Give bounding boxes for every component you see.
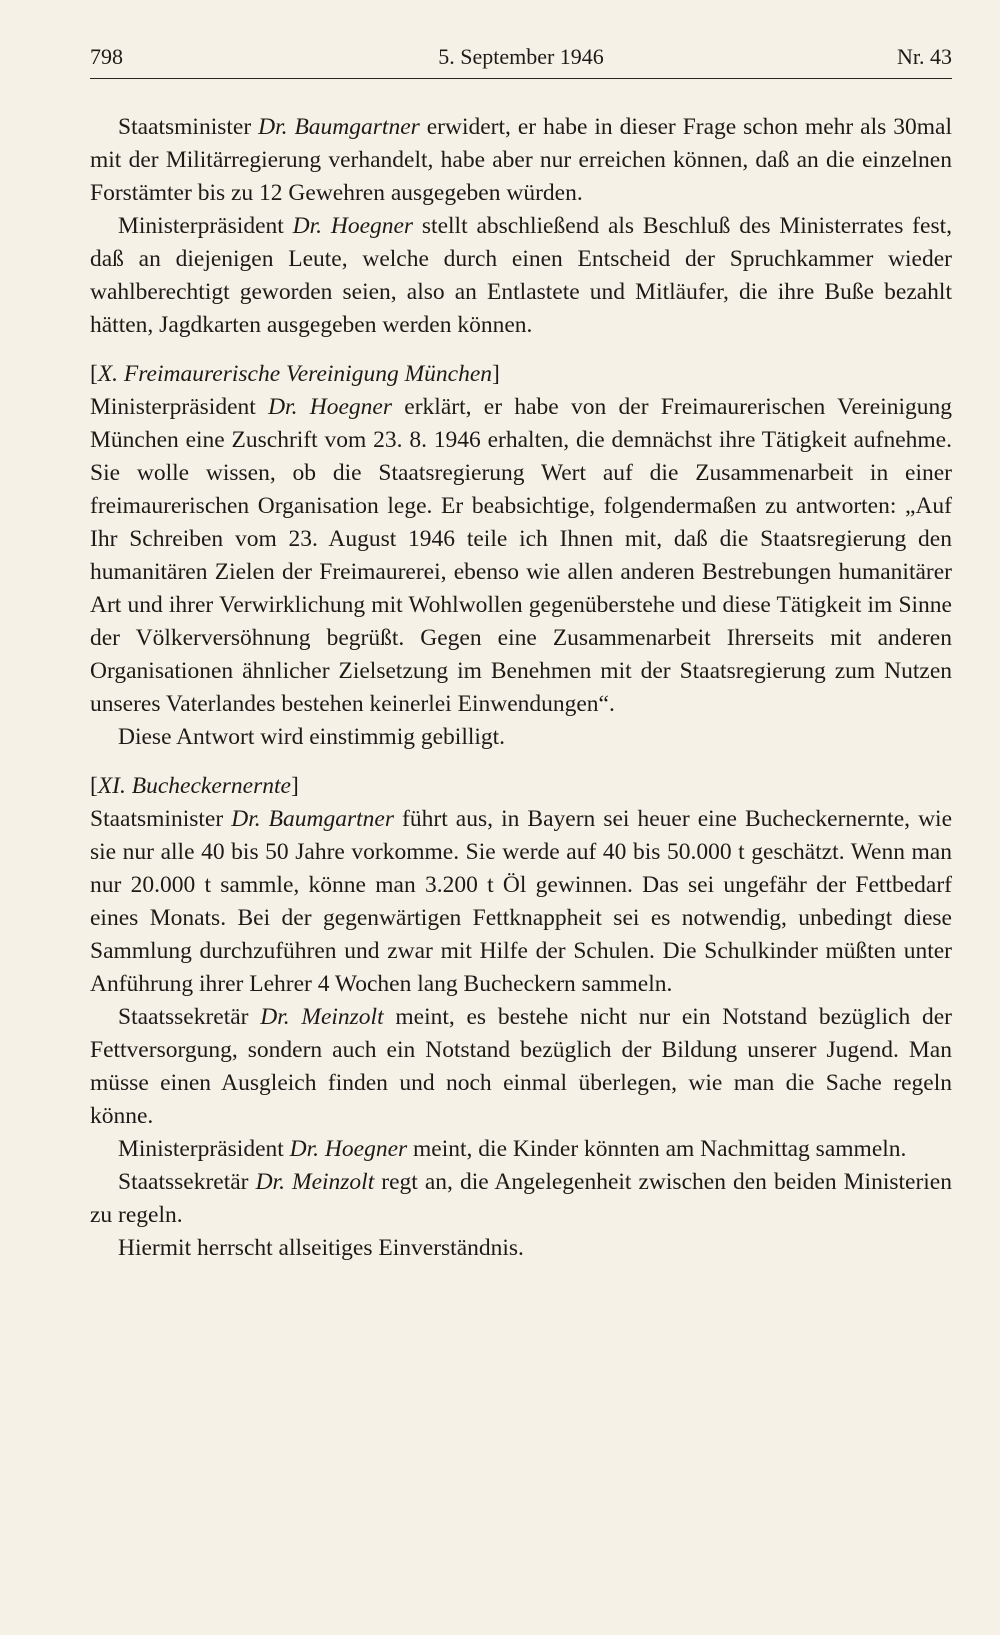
- body-text: [90, 111, 952, 1265]
- speaker-name: Dr. Hoegner: [292, 213, 414, 239]
- bracket-close: ]: [492, 361, 500, 387]
- section-heading-x: [90, 358, 952, 391]
- paragraph-text: erwidert, er habe in dieser Frage schon mehr als 30mal mit der Militärregierung verhandelt, habe aber nur erreichen können, daß an die einzelnen Forstämter bis zu 12 Gewehren ausgegeben würden.: [90, 114, 952, 206]
- speaker-name: Dr. Baumgartner: [258, 114, 420, 140]
- speaker-title: Staatsminister: [90, 806, 232, 832]
- paragraph-1: [90, 111, 952, 210]
- bracket-open: [: [90, 361, 98, 387]
- speaker-title: Staatsminister: [118, 114, 259, 140]
- speaker-name: Dr. Meinzolt: [260, 1004, 384, 1030]
- paragraph-9: [90, 1232, 952, 1265]
- section-heading-xi: [90, 770, 952, 803]
- speaker-name: Dr. Hoegner: [289, 1136, 408, 1162]
- running-header: [90, 44, 952, 79]
- speaker-title: Staatssekretär: [118, 1169, 256, 1195]
- paragraph-6: [90, 1001, 952, 1133]
- section-heading-text: X. Freimaurerische Vereinigung München: [97, 361, 493, 387]
- paragraph-text: erklärt, er habe von der Freimaurerischen Vereinigung München eine Zuschrift vom 23. 8. 1946 erhalten, die demnächst ihre Tätigkeit aufnehme. Sie wolle wissen, ob die Staatsregierung Wert auf die Zusammenarbeit in einer freimaurerischen Organisation lege. Er beabsichtige, folgendermaßen zu antworten: „Auf Ihr Schreiben vom 23. August 1946 teile ich Ihnen mit, daß die Staatsregierung den humanitären Zielen der Freimaurerei, ebenso wie allen anderen Bestrebungen humanitärer Art und ihrer Verwirklichung mit Wohlwollen gegenüberstehe und diese Tätigkeit im Sinne der Völkerversöhnung begrüßt. Gegen eine Zusammenarbeit Ihrerseits mit anderen Organisationen ähnlicher Zielsetzung im Benehmen mit der Staatsregierung zum Nutzen unseres Vaterlandes bestehen keinerlei Einwendungen“.: [90, 394, 953, 717]
- section-heading-text: XI. Bucheckernernte: [97, 773, 291, 799]
- paragraph-text: regt an, die Angelegenheit zwischen den beiden Ministerien zu regeln.: [90, 1169, 952, 1228]
- paragraph-text: stellt abschließend als Beschluß des Ministerrates fest, daß an diejenigen Leute, welche durch einen Entscheid der Spruchkammer wieder wahlberechtigt geworden seien, also an Entlastete und Mitläufer, die ihre Buße bezahlt hätten, Jagdkarten ausgegeben werden können.: [90, 213, 952, 338]
- bracket-close: ]: [290, 773, 299, 799]
- speaker-title: Ministerpräsident: [118, 213, 293, 239]
- paragraph-text: führt aus, in Bayern sei heuer eine Bucheckernernte, wie sie nur alle 40 bis 50 Jahre vorkomme. Sie werde auf 40 bis 50.000 t geschätzt. Wenn man nur 20.000 t sammle, könne man 3.200 t Öl gewinnen. Das sei ungefähr der Fettbedarf eines Monats. Bei der gegenwärtigen Fettknappheit sei es notwendig, unbedingt diese Sammlung durchzuführen und zwar mit Hilfe der Schulen. Die Schulkinder müßten unter Anführung ihrer Lehrer 4 Wochen lang Bucheckern sammeln.: [90, 806, 952, 997]
- speaker-name: Dr. Hoegner: [268, 394, 392, 420]
- paragraph-text: Diese Antwort wird einstimmig gebilligt.: [118, 724, 506, 750]
- paragraph-2: [90, 210, 952, 342]
- bracket-open: [: [90, 773, 98, 799]
- speaker-name: Dr. Baumgartner: [231, 806, 394, 832]
- speaker-name: Dr. Meinzolt: [255, 1169, 375, 1195]
- header-date: 5. September 1946: [438, 44, 604, 69]
- speaker-title: Ministerpräsident: [90, 394, 269, 420]
- paragraph-3: [90, 391, 952, 721]
- paragraph-8: [90, 1166, 952, 1232]
- issue-number: Nr. 43: [897, 44, 952, 69]
- paragraph-text: Hiermit herrscht allseitiges Einverständnis.: [118, 1235, 524, 1261]
- paragraph-7: [90, 1133, 952, 1166]
- paragraph-4: [90, 721, 952, 754]
- paragraph-5: [90, 803, 952, 1001]
- page-number: 798: [90, 44, 123, 69]
- speaker-title: Staatssekretär: [118, 1004, 261, 1030]
- paragraph-text: meint, es bestehe nicht nur ein Notstand bezüglich der Fettversorgung, sondern auch ein Notstand bezüglich der Bildung unserer Jugend. Man müsse einen Ausgleich finden und noch einmal überlegen, wie man die Sache regeln könne.: [90, 1004, 952, 1129]
- speaker-title: Ministerpräsident: [118, 1136, 290, 1162]
- paragraph-text: meint, die Kinder könnten am Nachmittag sammeln.: [407, 1136, 907, 1162]
